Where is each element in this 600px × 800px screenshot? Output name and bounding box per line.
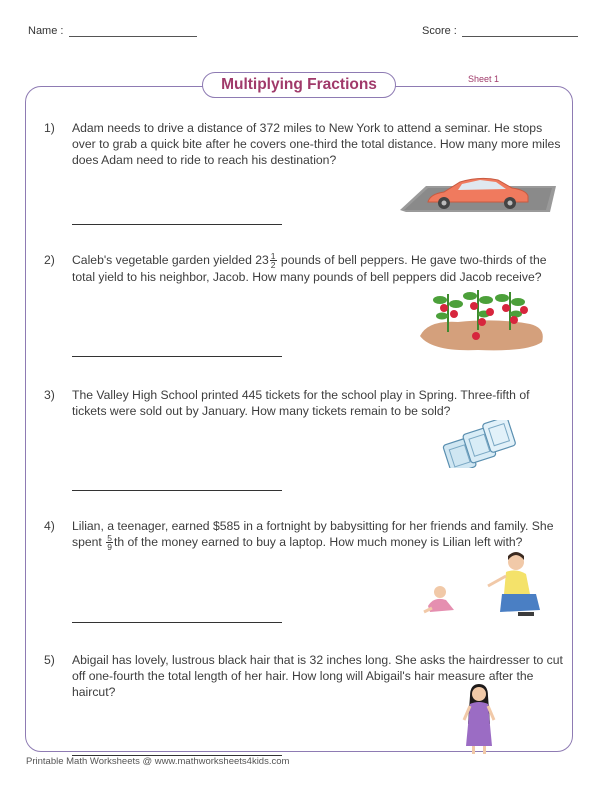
- answer-line-3[interactable]: [72, 490, 282, 491]
- question-text: Caleb's vegetable garden yielded 23 $\frac{1}{2}$ pounds of bell peppers. He gave two-thirds of the total yield to his neighbor, Jacob. How many pounds of bell peppers did Jacob receive?: [72, 251, 547, 285]
- pepper-plants-icon: [418, 284, 548, 356]
- tickets-icon: [440, 420, 520, 468]
- question-number: 5): [44, 653, 55, 667]
- question-number: 4): [44, 519, 55, 533]
- question-number: 1): [44, 121, 55, 135]
- question-text: Abigail has lovely, lustrous black hair that is 32 inches long. She asks the hairdresser to cut off one-fourth the total length of her hair. How long will Abigail's hair measure after the haircut?: [72, 653, 563, 699]
- question-number: 2): [44, 253, 55, 267]
- babysitting-icon: [418, 550, 548, 620]
- name-label: Name :: [28, 25, 64, 37]
- name-field: [28, 24, 197, 37]
- name-input-line[interactable]: [69, 24, 197, 37]
- question-number: 3): [44, 388, 55, 402]
- answer-line-2[interactable]: [72, 356, 282, 357]
- question-text: The Valley High School printed 445 tickets for the school play in Spring. Three-fifth of tickets were sold out by January. How many tickets remain to be sold?: [72, 388, 530, 418]
- worksheet-title: Multiplying Fractions: [202, 72, 396, 98]
- girl-icon: [458, 684, 500, 756]
- fraction: $\frac{5}{9}$: [107, 533, 112, 553]
- score-label: Score :: [422, 25, 457, 37]
- mixed-fraction: $\frac{1}{2}$: [270, 251, 276, 271]
- question-text: Lilian, a teenager, earned $585 in a fortnight by babysitting for her friends and family. She spent $\frac{5}{9}$ th of the money earned to buy a laptop. How much money is Lilian left with?: [72, 519, 554, 553]
- question-text: Adam needs to drive a distance of 372 miles to New York to attend a seminar. He stops over to grab a quick bite after he covers one-third the total distance. How many more miles does Adam need to ride to reach his destination?: [72, 121, 561, 167]
- score-field: [422, 24, 578, 37]
- score-input-line[interactable]: [462, 24, 578, 37]
- car-icon: [400, 172, 560, 216]
- sheet-label: Sheet 1: [468, 74, 500, 84]
- answer-line-1[interactable]: [72, 224, 282, 225]
- answer-line-4[interactable]: [72, 622, 282, 623]
- footer-credit: Printable Math Worksheets @ www.mathworksheets4kids.com: [26, 756, 290, 767]
